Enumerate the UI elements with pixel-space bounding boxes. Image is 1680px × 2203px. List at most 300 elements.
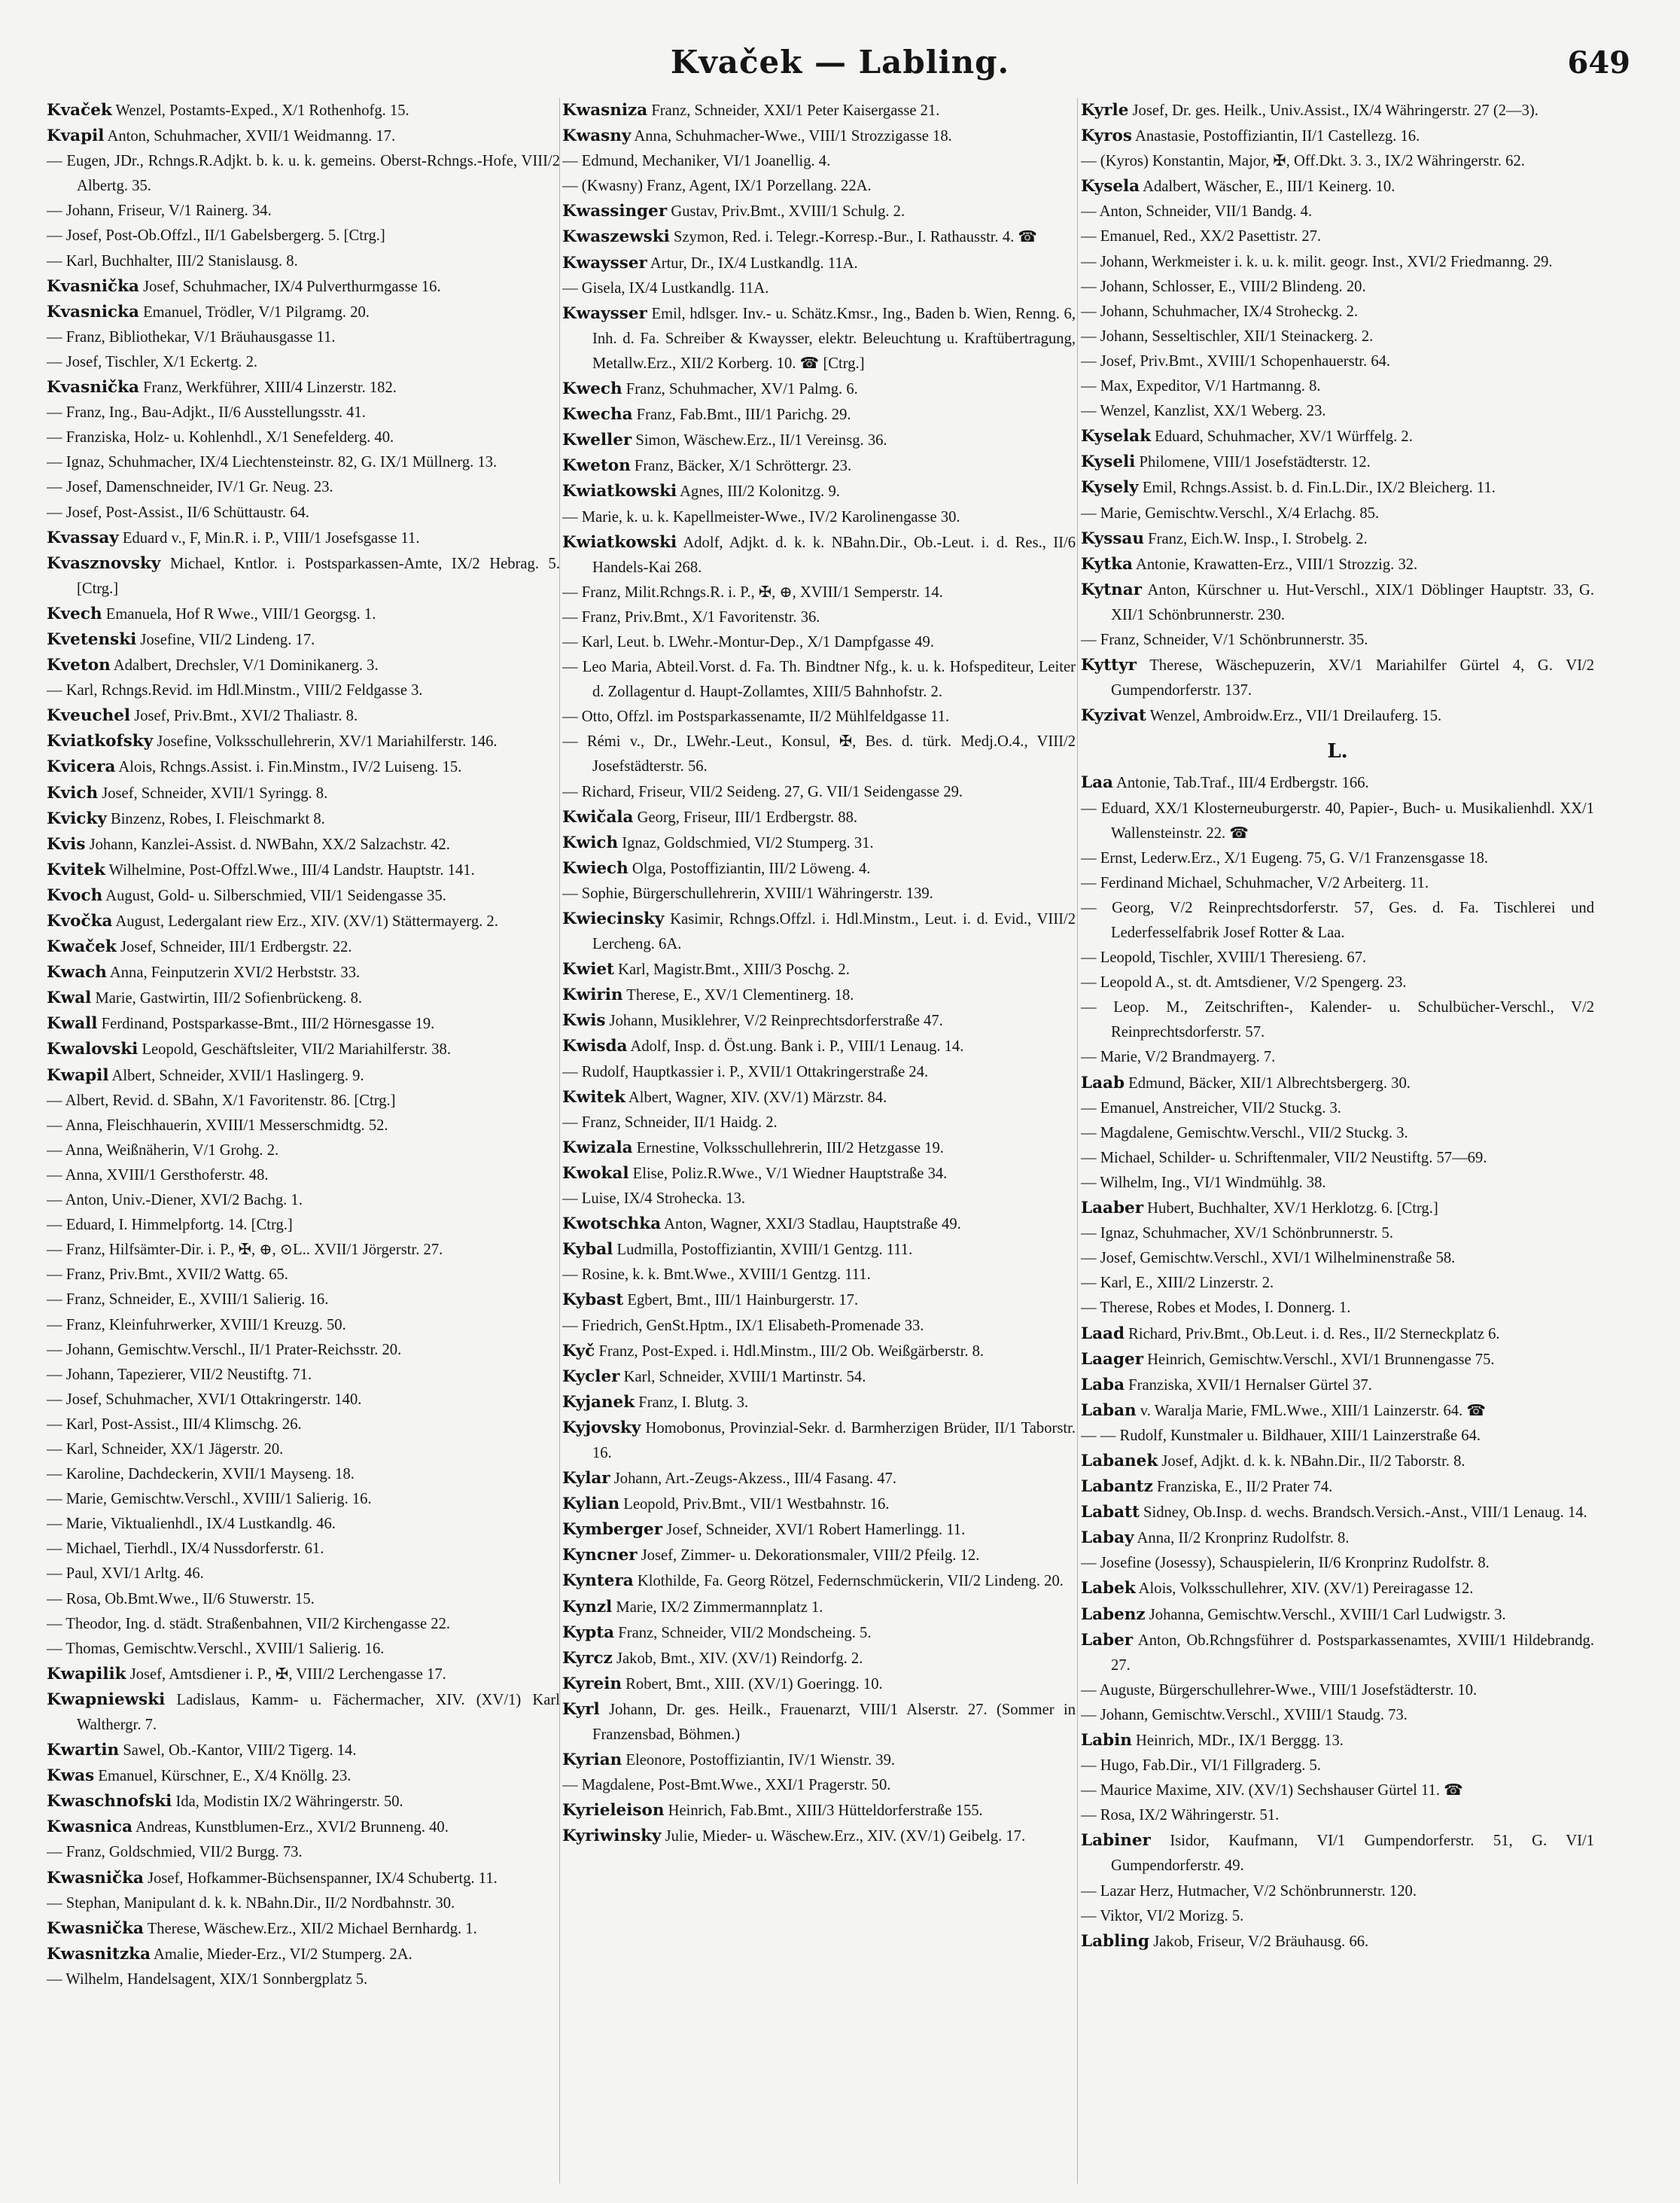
entry-details: Ernestine, Volksschullehrerin, III/2 Hetzgasse 19. xyxy=(632,1139,944,1156)
directory-entry xyxy=(1081,653,1594,703)
directory-entry xyxy=(47,224,560,248)
directory-entry xyxy=(47,1512,560,1537)
directory-entry xyxy=(562,1211,1076,1237)
entry-details: — Otto, Offzl. im Postsparkassenamte, II/2 Mühlfeldgasse 11. xyxy=(562,708,950,726)
entry-details: — Maurice Maxime, XIV. (XV/1) Sechshauser Gürtel 11. ☎ xyxy=(1081,1782,1463,1799)
directory-entry xyxy=(47,1687,560,1738)
entry-details: Emil, Rchngs.Assist. b. d. Fin.L.Dir., IX/2 Bleicherg. 11. xyxy=(1138,480,1496,497)
directory-entry xyxy=(1081,224,1594,249)
directory-entry xyxy=(562,224,1076,250)
surname: Kyjovsky xyxy=(562,1418,641,1437)
directory-entry xyxy=(1081,1778,1594,1803)
directory-entry xyxy=(47,1637,560,1662)
directory-entry xyxy=(1081,1221,1594,1246)
running-title: Kvaček — Labling. xyxy=(670,44,1010,81)
page-header xyxy=(0,44,1680,89)
entry-details: Johanna, Gemischtw.Verschl., XVIII/1 Carl Ludwigstr. 3. xyxy=(1145,1606,1506,1623)
surname: Kycler xyxy=(562,1367,620,1386)
surname: Kyrcz xyxy=(562,1648,613,1668)
directory-entry xyxy=(47,1537,560,1562)
entry-details: — Michael, Schilder- u. Schriftenmaler, VII/2 Neustiftg. 57—69. xyxy=(1081,1149,1487,1166)
directory-entry xyxy=(47,1011,560,1037)
directory-entry xyxy=(47,1840,560,1865)
entry-details: — Ignaz, Schuhmacher, IX/4 Liechtensteinstr. 82, G. IX/1 Müllnerg. 13. xyxy=(47,454,498,471)
entry-details: — Emanuel, Anstreicher, VII/2 Stuckg. 3. xyxy=(1081,1099,1341,1117)
directory-entry xyxy=(1081,946,1594,970)
entry-details: Josef, Hofkammer-Büchsenspanner, IX/4 Schubertg. 11. xyxy=(143,1869,498,1887)
directory-entry xyxy=(47,1313,560,1338)
entry-details: Binzenz, Robes, I. Fleischmarkt 8. xyxy=(106,810,325,827)
surname: Kwitek xyxy=(562,1087,625,1107)
surname: Kviatkofsky xyxy=(47,732,154,751)
surname: Kvasnička xyxy=(47,276,139,296)
directory-entry xyxy=(562,580,1076,605)
entry-details: Anton, Ob.Rchngsführer d. Postsparkassenamtes, XVIII/1 Hildebrandg. 27. xyxy=(1111,1632,1594,1674)
entry-details: — Wilhelm, Handelsagent, XIX/1 Sonnbergplatz 5. xyxy=(47,1970,368,1988)
directory-entry xyxy=(1081,770,1594,796)
directory-entry xyxy=(1081,552,1594,577)
directory-entry xyxy=(1081,871,1594,896)
directory-entry xyxy=(47,858,560,883)
directory-entry xyxy=(47,602,560,627)
directory-entry xyxy=(1081,1474,1594,1500)
directory-entry xyxy=(47,1891,560,1916)
directory-entry xyxy=(1081,98,1594,123)
surname: Kwisda xyxy=(562,1037,628,1056)
directory-entry xyxy=(562,1287,1076,1313)
directory-entry xyxy=(47,249,560,274)
entry-details: — Josef, Priv.Bmt., XVIII/1 Schopenhauerstr. 64. xyxy=(1081,352,1391,370)
entry-details: August, Ledergalant riew Erz., XIV. (XV/1) Stättermayerg. 2. xyxy=(112,913,498,930)
directory-entry xyxy=(562,1568,1076,1594)
surname: Kybast xyxy=(562,1290,624,1310)
directory-entry xyxy=(562,730,1076,779)
entry-details: — Franz, Kleinfuhrwerker, XVIII/1 Kreuzg. 50. xyxy=(47,1316,346,1333)
surname: Kwasny xyxy=(562,126,632,146)
directory-entry xyxy=(562,251,1076,276)
entry-details: Emanuel, Kürschner, E., X/4 Knöllg. 23. xyxy=(94,1768,352,1785)
directory-entry xyxy=(1081,349,1594,374)
directory-entry xyxy=(47,1363,560,1388)
surname: Kwaszewski xyxy=(562,227,670,247)
surname: Kwaysser xyxy=(562,303,647,323)
directory-entry xyxy=(562,1161,1076,1187)
surname: Kylar xyxy=(562,1469,610,1488)
directory-entry xyxy=(562,174,1076,199)
entry-details: — Marie, Gemischtw.Verschl., X/4 Erlachg. 85. xyxy=(1081,504,1380,522)
surname: Kvetenski xyxy=(47,629,137,649)
entry-details: — Rudolf, Hauptkassier i. P., XVII/1 Ottakringerstraße 24. xyxy=(562,1063,929,1080)
entry-details: — Gisela, IX/4 Lustkandlg. 11A. xyxy=(562,279,769,297)
directory-entry xyxy=(562,856,1076,882)
entry-details: — Wilhelm, Ing., VI/1 Windmühlg. 38. xyxy=(1081,1174,1326,1191)
entry-details: Ida, Modistin IX/2 Währingerstr. 50. xyxy=(172,1793,403,1811)
directory-entry xyxy=(1081,1602,1594,1628)
directory-entry xyxy=(47,350,560,375)
directory-entry xyxy=(562,655,1076,705)
entry-details: Agnes, III/2 Kolonitzg. 9. xyxy=(677,483,840,501)
directory-entry xyxy=(562,1824,1076,1849)
surname: Kybal xyxy=(562,1240,613,1260)
directory-entry xyxy=(1081,628,1594,653)
directory-entry xyxy=(562,1798,1076,1824)
entry-details: — Franz, Priv.Bmt., X/1 Favoritenstr. 36. xyxy=(562,608,820,626)
directory-entry xyxy=(562,530,1076,580)
entry-details: — Marie, Viktualienhdl., IX/4 Lustkandlg. 46. xyxy=(47,1516,336,1533)
directory-entry xyxy=(1081,1246,1594,1271)
entry-details: Karl, Schneider, XVIII/1 Martinstr. 54. xyxy=(619,1368,866,1385)
directory-entry xyxy=(1081,1424,1594,1449)
entry-details: Andreas, Kunstblumen-Erz., XVI/2 Brunneng. 40. xyxy=(132,1819,449,1836)
directory-entry xyxy=(47,1662,560,1687)
surname: Kymberger xyxy=(562,1520,663,1540)
entry-details: Heinrich, MDr., IX/1 Berggg. 13. xyxy=(1131,1732,1344,1749)
surname: Kwaysser xyxy=(562,253,647,273)
surname: Kwaček xyxy=(47,937,117,957)
directory-entry xyxy=(47,1562,560,1586)
surname: Kvaček xyxy=(47,101,112,120)
surname: Kwal xyxy=(47,989,92,1008)
directory-entry xyxy=(562,1364,1076,1390)
entry-details: — Rosine, k. k. Bmt.Wwe., XVIII/1 Gentzg. 111. xyxy=(562,1266,871,1284)
entry-details: — Albert, Revid. d. SBahn, X/1 Favoritenstr. 86. [Ctrg.] xyxy=(47,1092,396,1109)
entry-details: — Eugen, JDr., Rchngs.R.Adjkt. b. k. u. k. gemeins. Oberst-Rchngs.-Hofe, VIII/2 Albertg. 35. xyxy=(47,153,560,195)
entry-details: Josef, Priv.Bmt., XVI/2 Thaliastr. 8. xyxy=(130,708,358,725)
directory-entry xyxy=(562,505,1076,530)
surname: Laber xyxy=(1081,1630,1134,1650)
entry-details: — Karl, Schneider, XX/1 Jägerstr. 20. xyxy=(47,1440,284,1458)
directory-entry xyxy=(47,1487,560,1512)
entry-details: — Luise, IX/4 Strohecka. 13. xyxy=(562,1190,746,1208)
entry-details: — Eduard, XX/1 Klosterneuburgerstr. 40, Papier-, Buch- u. Musikalienhdl. XX/1 Wallensteinstr. 22. ☎ xyxy=(1081,800,1594,842)
entry-details: Antonie, Tab.Traf., III/4 Erdbergstr. 166. xyxy=(1112,775,1369,792)
surname: Kvapil xyxy=(47,126,105,146)
entry-details: — Johann, Gemischtw.Verschl., II/1 Prater-Reichsstr. 20. xyxy=(47,1341,402,1358)
entry-details: Albert, Schneider, XVII/1 Haslingerg. 9. xyxy=(108,1067,364,1084)
surname: Kwirin xyxy=(562,986,623,1005)
entry-details: — Rosa, Ob.Bmt.Wwe., II/6 Stuwerstr. 15. xyxy=(47,1590,315,1607)
surname: Kweller xyxy=(562,431,632,450)
directory-entry xyxy=(1081,1271,1594,1296)
entry-details: Ladislaus, Kamm- u. Fächermacher, XIV. (XV/1) Karl Walthergr. 7. xyxy=(77,1691,560,1733)
directory-entry xyxy=(47,703,560,729)
directory-entry xyxy=(562,830,1076,856)
directory-entry xyxy=(562,1415,1076,1466)
directory-entry xyxy=(1081,995,1594,1045)
directory-entry xyxy=(47,1866,560,1891)
entry-details: Eduard, Schuhmacher, XV/1 Würffelg. 2. xyxy=(1151,428,1413,446)
entry-details: Gustav, Priv.Bmt., XVIII/1 Schulg. 2. xyxy=(667,203,905,221)
directory-entry xyxy=(47,960,560,986)
entry-details: — Eduard, I. Himmelpfortg. 14. [Ctrg.] xyxy=(47,1217,293,1234)
directory-entry xyxy=(47,1163,560,1188)
entry-details: Johann, Art.-Zeugs-Akzess., III/4 Fasang. 47. xyxy=(610,1470,896,1488)
surname: Kyseli xyxy=(1081,452,1136,472)
entry-details: Ignaz, Goldschmied, VI/2 Stumperg. 31. xyxy=(618,834,874,852)
surname: Kvasznovsky xyxy=(47,553,161,573)
entry-details: Eduard v., F, Min.R. i. P., VIII/1 Josefsgasse 11. xyxy=(118,529,420,547)
entry-details: — Johann, Schlosser, E., VIII/2 Blindeng. 20. xyxy=(1081,278,1366,295)
directory-column-3 xyxy=(1081,98,1594,2191)
surname: Kvicky xyxy=(47,809,107,828)
entry-details: Eleonore, Postoffiziantin, IV/1 Wienstr. 39. xyxy=(622,1752,896,1769)
directory-entry xyxy=(47,1412,560,1437)
directory-entry xyxy=(47,754,560,780)
surname: Laab xyxy=(1081,1073,1125,1092)
entry-details: Elise, Poliz.R.Wwe., V/1 Wiedner Hauptstraße 34. xyxy=(628,1165,948,1182)
directory-entry xyxy=(1081,1879,1594,1904)
directory-entry xyxy=(1081,1551,1594,1576)
surname: Kwasnička xyxy=(47,1918,144,1938)
directory-entry xyxy=(47,781,560,806)
entry-details: — Marie, Gemischtw.Verschl., XVIII/1 Salierig. 16. xyxy=(47,1491,372,1508)
surname: Labek xyxy=(1081,1579,1136,1598)
surname: Kysely xyxy=(1081,478,1139,498)
surname: Kvočka xyxy=(47,912,113,931)
entry-details: Georg, Friseur, III/1 Erdbergstr. 88. xyxy=(633,809,858,826)
entry-details: — Michael, Tierhdl., IX/4 Nussdorferstr. 61. xyxy=(47,1540,324,1558)
directory-entry xyxy=(562,98,1076,123)
surname: Kvicera xyxy=(47,757,116,777)
entry-details: — Hugo, Fab.Dir., VI/1 Fillgraderg. 5. xyxy=(1081,1757,1322,1775)
surname: Kyntera xyxy=(562,1571,634,1591)
directory-entry xyxy=(47,832,560,858)
directory-entry xyxy=(562,1060,1076,1085)
directory-entry xyxy=(47,425,560,450)
entry-details: Richard, Priv.Bmt., Ob.Leut. i. d. Res., II/2 Sterneckplatz 6. xyxy=(1125,1325,1500,1342)
entry-details: Jakob, Bmt., XIV. (XV/1) Reindorfg. 2. xyxy=(612,1650,863,1667)
surname: Kwecha xyxy=(562,405,633,425)
directory-entry xyxy=(562,1697,1076,1747)
entry-details: — Anna, XVIII/1 Gersthoferstr. 48. xyxy=(47,1166,269,1184)
directory-entry xyxy=(47,627,560,653)
directory-entry xyxy=(47,806,560,832)
entry-details: — Marie, V/2 Brandmayerg. 7. xyxy=(1081,1049,1276,1066)
entry-details: — Karl, Rchngs.Revid. im Hdl.Minstm., VIII/2 Feldgasse 3. xyxy=(47,682,423,699)
entry-details: Anna, II/2 Kronprinz Rudolfstr. 8. xyxy=(1134,1530,1350,1547)
entry-details: — Josef, Post-Assist., II/6 Schüttaustr. 64. xyxy=(47,504,309,521)
surname: Kwiatkowski xyxy=(562,532,677,552)
surname: Kypta xyxy=(562,1623,615,1642)
surname: Labantz xyxy=(1081,1477,1153,1497)
directory-entry xyxy=(562,805,1076,830)
surname: Laager xyxy=(1081,1349,1144,1369)
directory-entry xyxy=(562,1111,1076,1135)
entry-details: — Leopold A., st. dt. Amtsdiener, V/2 Spengerg. 23. xyxy=(1081,974,1407,992)
surname: Kyros xyxy=(1081,126,1132,146)
entry-details: — Anna, Weißnäherin, V/1 Grohg. 2. xyxy=(47,1141,279,1159)
entry-details: — Richard, Friseur, VII/2 Seideng. 27, G. VII/1 Seidengasse 29. xyxy=(562,783,963,800)
entry-details: v. Waralja Marie, FML.Wwe., XIII/1 Lainzerstr. 64. ☎ xyxy=(1136,1402,1486,1419)
entry-details: Sidney, Ob.Insp. d. wechs. Brandsch.Versich.-Anst., VIII/1 Lenaug. 14. xyxy=(1139,1504,1587,1522)
directory-entry xyxy=(562,301,1076,376)
surname: Kwasnička xyxy=(47,1868,144,1888)
directory-entry xyxy=(1081,1576,1594,1601)
entry-details: Johann, Musiklehrer, V/2 Reinprechtsdorferstraße 47. xyxy=(605,1013,943,1030)
entry-details: — Franziska, Holz- u. Kohlenhdl., X/1 Senefelderg. 40. xyxy=(47,429,394,446)
entry-details: — Josef, Damenschneider, IV/1 Gr. Neug. 23. xyxy=(47,479,333,496)
entry-details: — Josef, Tischler, X/1 Eckertg. 2. xyxy=(47,353,258,370)
surname: Kwaschnofski xyxy=(47,1792,172,1811)
surname: Laad xyxy=(1081,1324,1125,1343)
entry-details: Julie, Mieder- u. Wäschew.Erz., XIV. (XV/1) Geibelg. 17. xyxy=(661,1828,1026,1845)
surname: Kyselak xyxy=(1081,427,1151,446)
surname: Labenz xyxy=(1081,1604,1146,1624)
directory-entry xyxy=(47,1063,560,1089)
directory-entry xyxy=(1081,1096,1594,1121)
entry-details: Franziska, XVII/1 Hernalser Gürtel 37. xyxy=(1125,1376,1372,1394)
entry-details: — Johann, Gemischtw.Verschl., XVIII/1 Staudg. 73. xyxy=(1081,1706,1408,1723)
directory-entry xyxy=(562,1747,1076,1773)
directory-entry xyxy=(47,475,560,500)
entry-details: — Franz, Schneider, E., XVIII/1 Salierig. 16. xyxy=(47,1291,329,1309)
directory-entry xyxy=(47,551,560,602)
entry-details: Franz, Schneider, XXI/1 Peter Kaisergasse 21. xyxy=(647,102,940,119)
entry-details: — Auguste, Bürgerschullehrer-Wwe., VIII/1 Josefstädterstr. 10. xyxy=(1081,1681,1478,1699)
directory-entry xyxy=(1081,325,1594,349)
entry-details: Alois, Volksschullehrer, XIV. (XV/1) Pereiragasse 12. xyxy=(1135,1580,1474,1598)
directory-entry xyxy=(47,1738,560,1763)
directory-entry xyxy=(47,274,560,300)
entry-details: — Georg, V/2 Reinprechtsdorferstr. 57, Ges. d. Fa. Tischlerei und Lederfesselfabrik Josef Rotter & Laa. xyxy=(1081,899,1594,941)
directory-entry xyxy=(47,501,560,526)
directory-entry xyxy=(47,1815,560,1840)
directory-entry xyxy=(562,1620,1076,1646)
entry-details: — Ignaz, Schuhmacher, XV/1 Schönbrunnerstr. 5. xyxy=(1081,1225,1393,1242)
entry-details: — Josef, Schuhmacher, XVI/1 Ottakringerstr. 140. xyxy=(47,1391,362,1408)
directory-entry xyxy=(1081,1146,1594,1171)
directory-entry xyxy=(1081,1449,1594,1474)
entry-details: Wenzel, Ambroidw.Erz., VII/1 Dreilauferg. 15. xyxy=(1146,708,1442,725)
entry-details: — Leop. M., Zeitschriften-, Kalender- u. Schulbücher-Verschl., V/2 Reinprechtsdorferstr. 57. xyxy=(1081,999,1594,1041)
surname: Labay xyxy=(1081,1528,1134,1548)
directory-entry xyxy=(562,957,1076,983)
surname: Kyzivat xyxy=(1081,706,1146,726)
directory-entry xyxy=(47,1188,560,1213)
directory-entry xyxy=(1081,275,1594,300)
entry-details: Johann, Kanzlei-Assist. d. NWBahn, XX/2 Salzachstr. 42. xyxy=(85,836,450,853)
surname: Kvassay xyxy=(47,528,119,547)
entry-details: — Josefine (Josessy), Schauspielerin, II/6 Kronprinz Rudolfstr. 8. xyxy=(1081,1555,1490,1572)
entry-details: Josef, Adjkt. d. k. k. NBahn.Dir., II/2 Taborstr. 8. xyxy=(1158,1452,1465,1470)
directory-entry xyxy=(1081,424,1594,449)
surname: Labanek xyxy=(1081,1451,1158,1470)
surname: Laban xyxy=(1081,1400,1137,1420)
entry-details: Anastasie, Postoffiziantin, II/1 Castellezg. 16. xyxy=(1132,128,1420,145)
entry-details: Josef, Amtsdiener i. P., ✠, VIII/2 Lerchengasse 17. xyxy=(126,1665,446,1683)
directory-entry xyxy=(562,1085,1076,1111)
directory-entry xyxy=(562,882,1076,906)
entry-details: — Franz, Bibliothekar, V/1 Bräuhausgasse 11. xyxy=(47,328,336,346)
directory-entry xyxy=(562,705,1076,730)
surname: Kwizala xyxy=(562,1138,633,1157)
directory-entry xyxy=(562,428,1076,453)
directory-entry xyxy=(47,1287,560,1312)
directory-entry xyxy=(562,479,1076,504)
surname: Kwotschka xyxy=(562,1214,662,1234)
entry-details: Anna, Feinputzerin XVI/2 Herbststr. 33. xyxy=(106,964,361,982)
entry-details: Karl, Magistr.Bmt., XIII/3 Poschg. 2. xyxy=(613,961,850,979)
entry-details: Marie, IX/2 Zimmermannplatz 1. xyxy=(612,1598,823,1616)
surname: Kwis xyxy=(562,1011,606,1031)
entry-details: — Johann, Friseur, V/1 Rainerg. 34. xyxy=(47,203,272,220)
entry-details: — Magdalene, Gemischtw.Verschl., VII/2 Stuckg. 3. xyxy=(1081,1124,1408,1141)
directory-entry xyxy=(47,1437,560,1462)
entry-details: Robert, Bmt., XIII. (XV/1) Goeringg. 10. xyxy=(622,1675,883,1693)
surname: Labiner xyxy=(1081,1831,1151,1851)
directory-entry xyxy=(1081,501,1594,526)
surname: Kyriwinsky xyxy=(562,1827,662,1846)
surname: Laba xyxy=(1081,1375,1125,1394)
directory-entry xyxy=(562,1671,1076,1697)
directory-entry xyxy=(562,906,1076,957)
entry-details: Franz, Post-Exped. i. Hdl.Minstm., III/2 Ob. Weißgärberstr. 8. xyxy=(595,1342,985,1360)
directory-entry xyxy=(47,1462,560,1487)
entry-details: Antonie, Krawatten-Erz., VIII/1 Strozzig. 32. xyxy=(1132,556,1418,573)
entry-details: — Edmund, Mechaniker, VI/1 Joanellig. 4. xyxy=(562,153,831,170)
entry-details: Franz, I. Blutg. 3. xyxy=(635,1394,749,1411)
surname: Kwapilik xyxy=(47,1664,126,1683)
entry-details: — Johann, Sesseltischler, XII/1 Steinackerg. 2. xyxy=(1081,328,1374,345)
surname: Kysela xyxy=(1081,177,1140,197)
entry-details: — Josef, Post-Ob.Offzl., II/1 Gabelsbergerg. 5. [Ctrg.] xyxy=(47,227,385,245)
directory-entry xyxy=(1081,200,1594,224)
entry-details: Klothilde, Fa. Georg Rötzel, Federnschmückerin, VII/2 Lindeng. 20. xyxy=(633,1573,1064,1590)
directory-entry xyxy=(47,98,560,123)
entry-details: — Emanuel, Red., XX/2 Pasettistr. 27. xyxy=(1081,228,1322,245)
directory-entry xyxy=(562,605,1076,630)
directory-entry xyxy=(1081,1500,1594,1525)
entry-details: — Thomas, Gemischtw.Verschl., XVIII/1 Salierig. 16. xyxy=(47,1640,385,1657)
directory-entry xyxy=(562,1339,1076,1364)
entry-details: — Magdalene, Post-Bmt.Wwe., XXI/1 Pragerstr. 50. xyxy=(562,1777,891,1794)
entry-details: Adolf, Adjkt. d. k. k. NBahn.Dir., Ob.-Leut. i. d. Res., II/6 Handels-Kai 268. xyxy=(592,534,1076,576)
directory-entry xyxy=(47,1763,560,1789)
entry-details: Franz, Bäcker, X/1 Schröttergr. 23. xyxy=(630,458,852,475)
directory-entry xyxy=(47,1213,560,1238)
entry-details: Franz, Fab.Bmt., III/1 Parichg. 29. xyxy=(632,407,851,424)
directory-entry xyxy=(47,1967,560,1992)
surname: Kyrieleison xyxy=(562,1801,665,1821)
entry-details: — Karl, Buchhalter, III/2 Stanislausg. 8. xyxy=(47,252,298,270)
directory-entry xyxy=(1081,1121,1594,1146)
directory-entry xyxy=(1081,1296,1594,1321)
column-divider xyxy=(1077,98,1078,2183)
directory-entry xyxy=(47,986,560,1011)
entry-details: — Franz, Milit.Rchngs.R. i. P., ✠, ⊕, XVIII/1 Semperstr. 14. xyxy=(562,584,943,601)
entry-details: — (Kwasny) Franz, Agent, IX/1 Porzellang. 22A. xyxy=(562,178,872,195)
entry-details: Emanuela, Hof R Wwe., VIII/1 Georgsg. 1. xyxy=(102,605,376,623)
entry-details: Franziska, E., II/2 Prater 74. xyxy=(1152,1479,1333,1496)
directory-entry xyxy=(47,325,560,350)
directory-entry xyxy=(47,1114,560,1138)
directory-entry xyxy=(1081,1703,1594,1728)
surname: Labling xyxy=(1081,1931,1150,1951)
entry-details: Franz, Schuhmacher, XV/1 Palmg. 6. xyxy=(622,381,858,398)
entry-details: Josefine, Volksschullehrerin, XV/1 Mariahilferstr. 146. xyxy=(153,733,498,751)
directory-entry xyxy=(1081,1754,1594,1778)
entry-details: — Therese, Robes et Modes, I. Donnerg. 1. xyxy=(1081,1300,1351,1317)
directory-entry xyxy=(562,1034,1076,1059)
directory-entry xyxy=(47,199,560,224)
surname: Kvasnička xyxy=(47,378,139,398)
directory-entry xyxy=(47,526,560,551)
directory-entry xyxy=(1081,399,1594,424)
entry-details: August, Gold- u. Silberschmied, VII/1 Seidengasse 35. xyxy=(102,887,446,904)
entry-details: Anton, Kürschner u. Hut-Verschl., XIX/1 Döblinger Hauptstr. 33, G. XII/1 Schönbrunnerstr. 230. xyxy=(1111,581,1594,623)
surname: Kwiatkowski xyxy=(562,482,677,501)
surname: Kvoch xyxy=(47,885,103,905)
